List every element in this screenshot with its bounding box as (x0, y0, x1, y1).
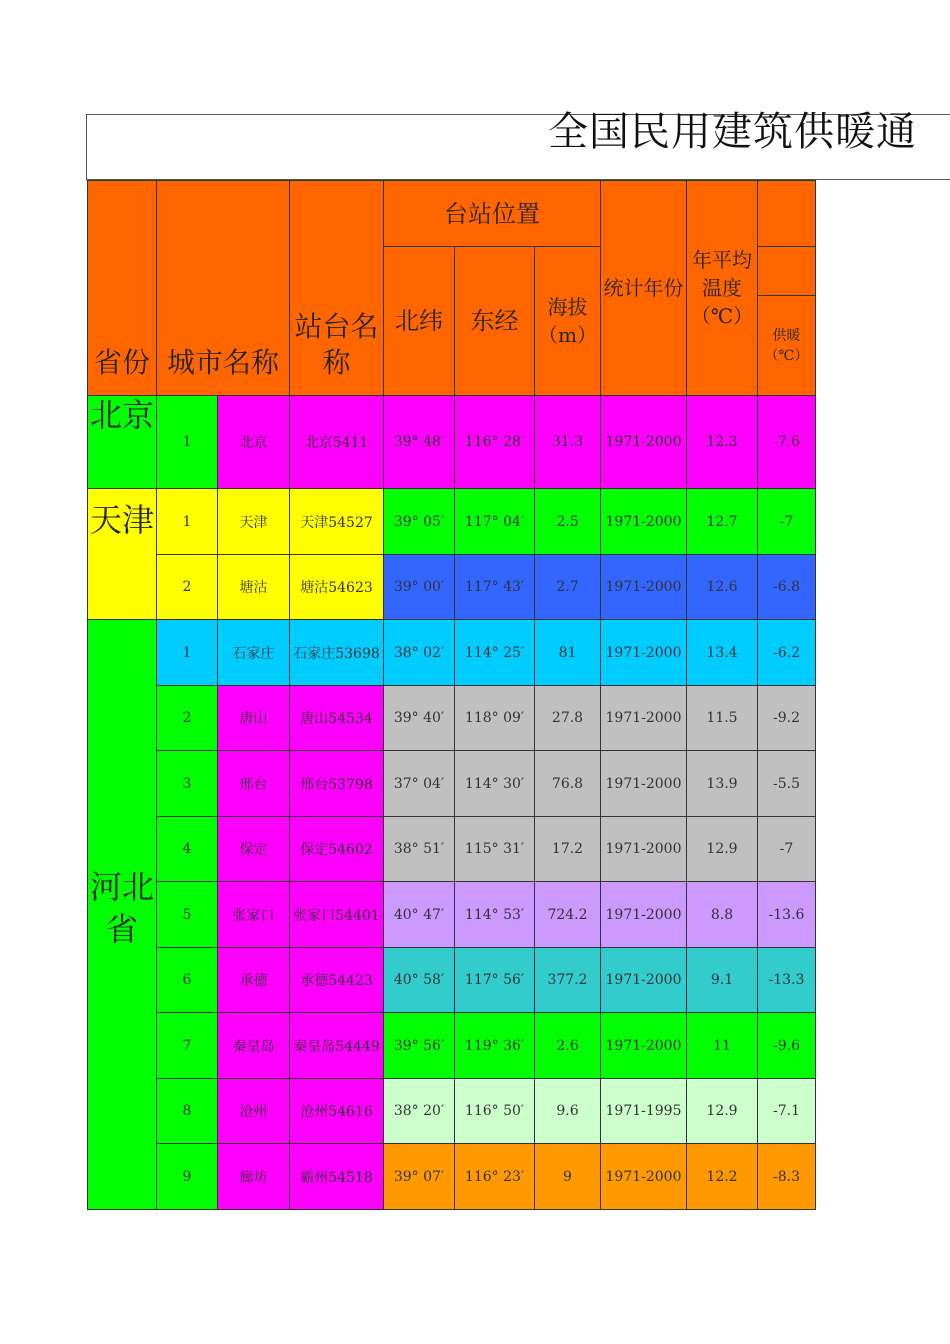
row-heat: -7.1 (758, 1079, 816, 1144)
row-lat: 39° 56′ (384, 1013, 455, 1079)
row-lon: 114° 30′ (455, 751, 535, 817)
row-city: 秦皇岛 (218, 1013, 290, 1079)
row-lat: 38° 02′ (384, 620, 455, 686)
row-no: 1 (157, 620, 218, 686)
row-lat: 39° 40′ (384, 686, 455, 751)
row-station: 张家口54401 (290, 882, 384, 948)
row-heat: -6.2 (758, 620, 816, 686)
row-years: 1971-2000 (601, 882, 687, 948)
row-lon: 117° 43′ (455, 555, 535, 620)
row-lon: 118° 09′ (455, 686, 535, 751)
row-no: 6 (157, 948, 218, 1013)
row-alt: 81 (535, 620, 601, 686)
row-years: 1971-2000 (601, 1144, 687, 1210)
row-years: 1971-2000 (601, 751, 687, 817)
row-years: 1971-2000 (601, 620, 687, 686)
row-lon: 117° 56′ (455, 948, 535, 1013)
row-heat: -13.6 (758, 882, 816, 948)
row-years: 1971-2000 (601, 686, 687, 751)
row-lon: 115° 31′ (455, 817, 535, 882)
row-lon: 114° 53′ (455, 882, 535, 948)
row-alt: 17.2 (535, 817, 601, 882)
row-heat: -7.6 (758, 396, 816, 489)
row-alt: 27.8 (535, 686, 601, 751)
header-station: 站台名称 (290, 181, 384, 396)
row-alt: 9.6 (535, 1079, 601, 1144)
row-heat: -7 (758, 817, 816, 882)
row-no: 8 (157, 1079, 218, 1144)
row-no: 2 (157, 555, 218, 620)
row-alt: 377.2 (535, 948, 601, 1013)
row-alt: 2.7 (535, 555, 601, 620)
row-lon: 119° 36′ (455, 1013, 535, 1079)
row-avg: 12.6 (687, 555, 758, 620)
row-station: 唐山54534 (290, 686, 384, 751)
row-lon: 116° 28′ (455, 396, 535, 489)
row-heat: -5.5 (758, 751, 816, 817)
row-lat: 37° 04′ (384, 751, 455, 817)
row-avg: 12.9 (687, 1079, 758, 1144)
row-avg: 11.5 (687, 686, 758, 751)
header-years: 统计年份 (601, 181, 687, 396)
row-alt: 9 (535, 1144, 601, 1210)
row-avg: 13.9 (687, 751, 758, 817)
climate-table (87, 180, 816, 1210)
row-city: 廊坊 (218, 1144, 290, 1210)
row-avg: 12.7 (687, 489, 758, 555)
header-lon: 东经 (455, 247, 535, 396)
row-lat: 39° 00′ (384, 555, 455, 620)
row-station: 塘沽54623 (290, 555, 384, 620)
row-years: 1971-2000 (601, 489, 687, 555)
row-avg: 12.3 (687, 396, 758, 489)
row-city: 塘沽 (218, 555, 290, 620)
row-city: 北京 (218, 396, 290, 489)
row-city: 石家庄 (218, 620, 290, 686)
row-lat: 39° 48′ (384, 396, 455, 489)
row-city: 沧州 (218, 1079, 290, 1144)
header-province: 省份 (88, 181, 157, 396)
page-title: 全国民用建筑供暖通 (548, 109, 917, 155)
row-no: 1 (157, 396, 218, 489)
province-hebei: 河北省 (88, 620, 157, 1210)
province-beijing: 北京 (88, 396, 157, 489)
row-avg: 8.8 (687, 882, 758, 948)
row-station: 霸州54518 (290, 1144, 384, 1210)
header-heating: 供暖（℃） (758, 296, 816, 396)
row-city: 邢台 (218, 751, 290, 817)
row-no: 7 (157, 1013, 218, 1079)
row-avg: 12.9 (687, 817, 758, 882)
row-lat: 38° 51′ (384, 817, 455, 882)
row-lon: 116° 50′ (455, 1079, 535, 1144)
row-station: 保定54602 (290, 817, 384, 882)
row-lat: 40° 47′ (384, 882, 455, 948)
row-avg: 13.4 (687, 620, 758, 686)
row-lon: 114° 25′ (455, 620, 535, 686)
row-alt: 2.5 (535, 489, 601, 555)
row-no: 5 (157, 882, 218, 948)
row-lat: 39° 05′ (384, 489, 455, 555)
row-no: 2 (157, 686, 218, 751)
row-heat: -8.3 (758, 1144, 816, 1210)
row-station: 秦皇岛54449 (290, 1013, 384, 1079)
row-lon: 116° 23′ (455, 1144, 535, 1210)
province-tianjin: 天津 (88, 489, 157, 620)
row-avg: 11 (687, 1013, 758, 1079)
header-avg-temp: 年平均温度（℃） (687, 181, 758, 396)
row-years: 1971-2000 (601, 817, 687, 882)
row-years: 1971-2000 (601, 396, 687, 489)
row-heat: -9.2 (758, 686, 816, 751)
row-city: 唐山 (218, 686, 290, 751)
row-city: 保定 (218, 817, 290, 882)
row-years: 1971-2000 (601, 948, 687, 1013)
row-years: 1971-2000 (601, 1013, 687, 1079)
row-city: 天津 (218, 489, 290, 555)
row-station: 沧州54616 (290, 1079, 384, 1144)
row-alt: 31.3 (535, 396, 601, 489)
row-alt: 76.8 (535, 751, 601, 817)
header-blank-1 (758, 181, 816, 247)
row-station: 石家庄53698 (290, 620, 384, 686)
row-avg: 9.1 (687, 948, 758, 1013)
row-station: 邢台53798 (290, 751, 384, 817)
row-lat: 40° 58′ (384, 948, 455, 1013)
header-lat: 北纬 (384, 247, 455, 396)
row-station: 天津54527 (290, 489, 384, 555)
row-heat: -7 (758, 489, 816, 555)
row-no: 4 (157, 817, 218, 882)
row-lat: 38° 20′ (384, 1079, 455, 1144)
row-no: 1 (157, 489, 218, 555)
row-station: 承德54423 (290, 948, 384, 1013)
row-lat: 39° 07′ (384, 1144, 455, 1210)
row-lon: 117° 04′ (455, 489, 535, 555)
row-years: 1971-1995 (601, 1079, 687, 1144)
header-blank-2 (758, 247, 816, 296)
row-city: 承德 (218, 948, 290, 1013)
header-city: 城市名称 (157, 181, 290, 396)
row-heat: -13.3 (758, 948, 816, 1013)
row-avg: 12.2 (687, 1144, 758, 1210)
row-alt: 2.6 (535, 1013, 601, 1079)
row-station: 北京5411 (290, 396, 384, 489)
row-no: 9 (157, 1144, 218, 1210)
row-no: 3 (157, 751, 218, 817)
row-heat: -9.6 (758, 1013, 816, 1079)
row-heat: -6.8 (758, 555, 816, 620)
row-city: 张家口 (218, 882, 290, 948)
row-alt: 724.2 (535, 882, 601, 948)
row-years: 1971-2000 (601, 555, 687, 620)
header-location-group: 台站位置 (384, 181, 601, 247)
header-alt: 海拔（m） (535, 247, 601, 396)
